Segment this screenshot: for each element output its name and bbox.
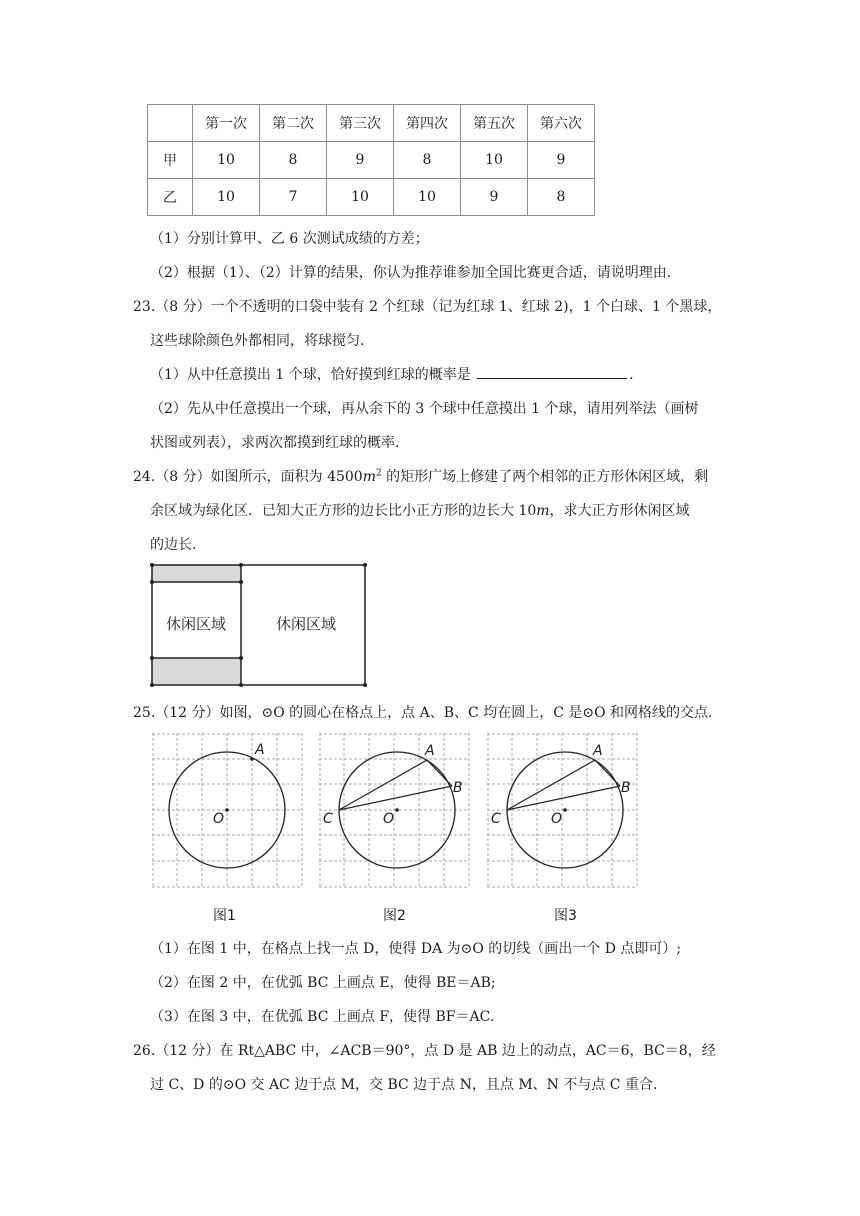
segment-ab — [427, 760, 452, 786]
q24-unit-m: m — [362, 469, 376, 485]
label-o: O — [213, 811, 225, 827]
table-cell: 10 — [394, 179, 461, 216]
label-a: A — [255, 742, 265, 758]
table-cell: 10 — [193, 179, 260, 216]
row-header-cell — [148, 105, 193, 142]
figure-caption-1: 图1 — [213, 908, 236, 924]
table-cell: 10 — [461, 142, 528, 179]
row-header-cell: 甲 — [148, 142, 193, 179]
row-header-cell: 乙 — [148, 179, 193, 216]
green-area-top — [152, 565, 241, 582]
square-plaza-figure — [148, 560, 370, 690]
table-cell: 8 — [528, 179, 595, 216]
segment-ca — [339, 760, 427, 810]
q23-part1-text: （1）从中任意摸出 1 个球，恰好摸到红球的概率是 — [150, 367, 471, 383]
label-b: B — [453, 780, 463, 796]
answer-blank[interactable] — [477, 364, 627, 379]
table-cell: 8 — [394, 142, 461, 179]
table-cell: 10 — [193, 142, 260, 179]
q22-part2: （2）根据（1）、（2）计算的结果，你认为推荐谁参加全国比赛更合适，请说明理由. — [150, 265, 672, 281]
table-row — [148, 142, 595, 179]
segment-cb — [507, 786, 620, 810]
q24-stem-line3: 的边长. — [150, 537, 197, 553]
q24-line1-a: 24.（8 分）如图所示，面积为 4500 — [133, 469, 363, 485]
label-c: C — [323, 811, 333, 827]
label-b: B — [621, 780, 631, 796]
circle-grid-figure-1 — [152, 733, 304, 889]
figure-caption-3: 图3 — [554, 908, 577, 924]
q24-line2-a: 余区域为绿化区．已知大正方形的边长比小正方形的边长大 10 — [150, 503, 537, 519]
q25-part2: （2）在图 2 中，在优弧 BC 上画点 E，使得 BE＝AB; — [150, 975, 496, 991]
table-cell: 第六次 — [528, 105, 595, 142]
table-cell: 第二次 — [260, 105, 327, 142]
q25-part3: （3）在图 3 中，在优弧 BC 上画点 F，使得 BF＝AC. — [150, 1009, 495, 1025]
q25-stem: 25.（12 分）如图，⊙O 的圆心在格点上，点 A、B、C 均在圆上，C 是⊙O 和网格线的交点. — [133, 705, 713, 721]
label-a: A — [425, 743, 435, 759]
label-c: C — [491, 811, 501, 827]
table-cell: 第一次 — [193, 105, 260, 142]
q26-stem-line1: 26.（12 分）在 Rt△ABC 中，∠ACB＝90°，点 D 是 AB 边上的动点，AC＝6，BC＝8，经 — [133, 1043, 716, 1059]
q24-unit-sup: 2 — [375, 468, 382, 479]
q23-part1 — [150, 364, 634, 384]
table-header-row — [148, 105, 595, 142]
table-cell: 9 — [327, 142, 394, 179]
table-row — [148, 179, 595, 216]
green-area-bottom — [152, 658, 241, 685]
figure-caption-2: 图2 — [383, 908, 406, 924]
q22-part1: （1）分别计算甲、乙 6 次测试成绩的方差； — [150, 231, 429, 247]
table-cell: 9 — [461, 179, 528, 216]
q25-part1: （1）在图 1 中，在格点上找一点 D，使得 DA 为⊙O 的切线（画出一个 D 点即可）; — [150, 941, 682, 957]
center-point-o — [225, 808, 229, 812]
segment-ab — [595, 760, 620, 786]
segment-ca — [507, 760, 595, 810]
q23-stem-line1: 23.（8 分）一个不透明的口袋中装有 2 个红球（记为红球 1、红球 2)，1 个白球、1 个黑球， — [133, 299, 722, 315]
q23-part1-end: . — [629, 367, 634, 383]
table-cell: 第四次 — [394, 105, 461, 142]
label-o: O — [551, 811, 563, 827]
q24-stem-line2 — [150, 500, 690, 520]
q23-part2-line2: 状图或列表），求两次都摸到红球的概率. — [150, 435, 400, 451]
center-point-o — [395, 808, 399, 812]
q24-line2-b: ，求大正方形休闲区域 — [549, 503, 690, 519]
label-a: A — [593, 743, 603, 759]
circle-grid-figure-3 — [487, 733, 639, 889]
score-table — [147, 104, 595, 216]
q26-stem-line2: 过 C、D 的⊙O 交 AC 边于点 M，交 BC 边于点 N，且点 M、N 不与点 C 重合. — [150, 1077, 658, 1093]
label-o: O — [383, 811, 395, 827]
q24-stem-line1 — [133, 466, 708, 486]
table-cell: 第五次 — [461, 105, 528, 142]
q23-stem-line2: 这些球除颜色外都相同，将球搅匀. — [150, 333, 365, 349]
center-point-o — [563, 808, 567, 812]
q24-line1-b: 的矩形广场上修建了两个相邻的正方形休闲区域，剩 — [381, 469, 709, 485]
circle-grid-figure-2 — [319, 733, 471, 889]
table-cell: 第三次 — [327, 105, 394, 142]
segment-cb — [339, 786, 452, 810]
table-cell: 8 — [260, 142, 327, 179]
point-a — [250, 757, 254, 761]
q24-unit-m2: m — [536, 503, 550, 519]
table-cell: 7 — [260, 179, 327, 216]
q23-part2-line1: （2）先从中任意摸出一个球，再从余下的 3 个球中任意摸出 1 个球，请用列举法（画树 — [150, 401, 699, 417]
small-square-label: 休闲区域 — [165, 615, 227, 633]
large-square-label: 休闲区域 — [275, 615, 337, 633]
table-cell: 10 — [327, 179, 394, 216]
table-cell: 9 — [528, 142, 595, 179]
